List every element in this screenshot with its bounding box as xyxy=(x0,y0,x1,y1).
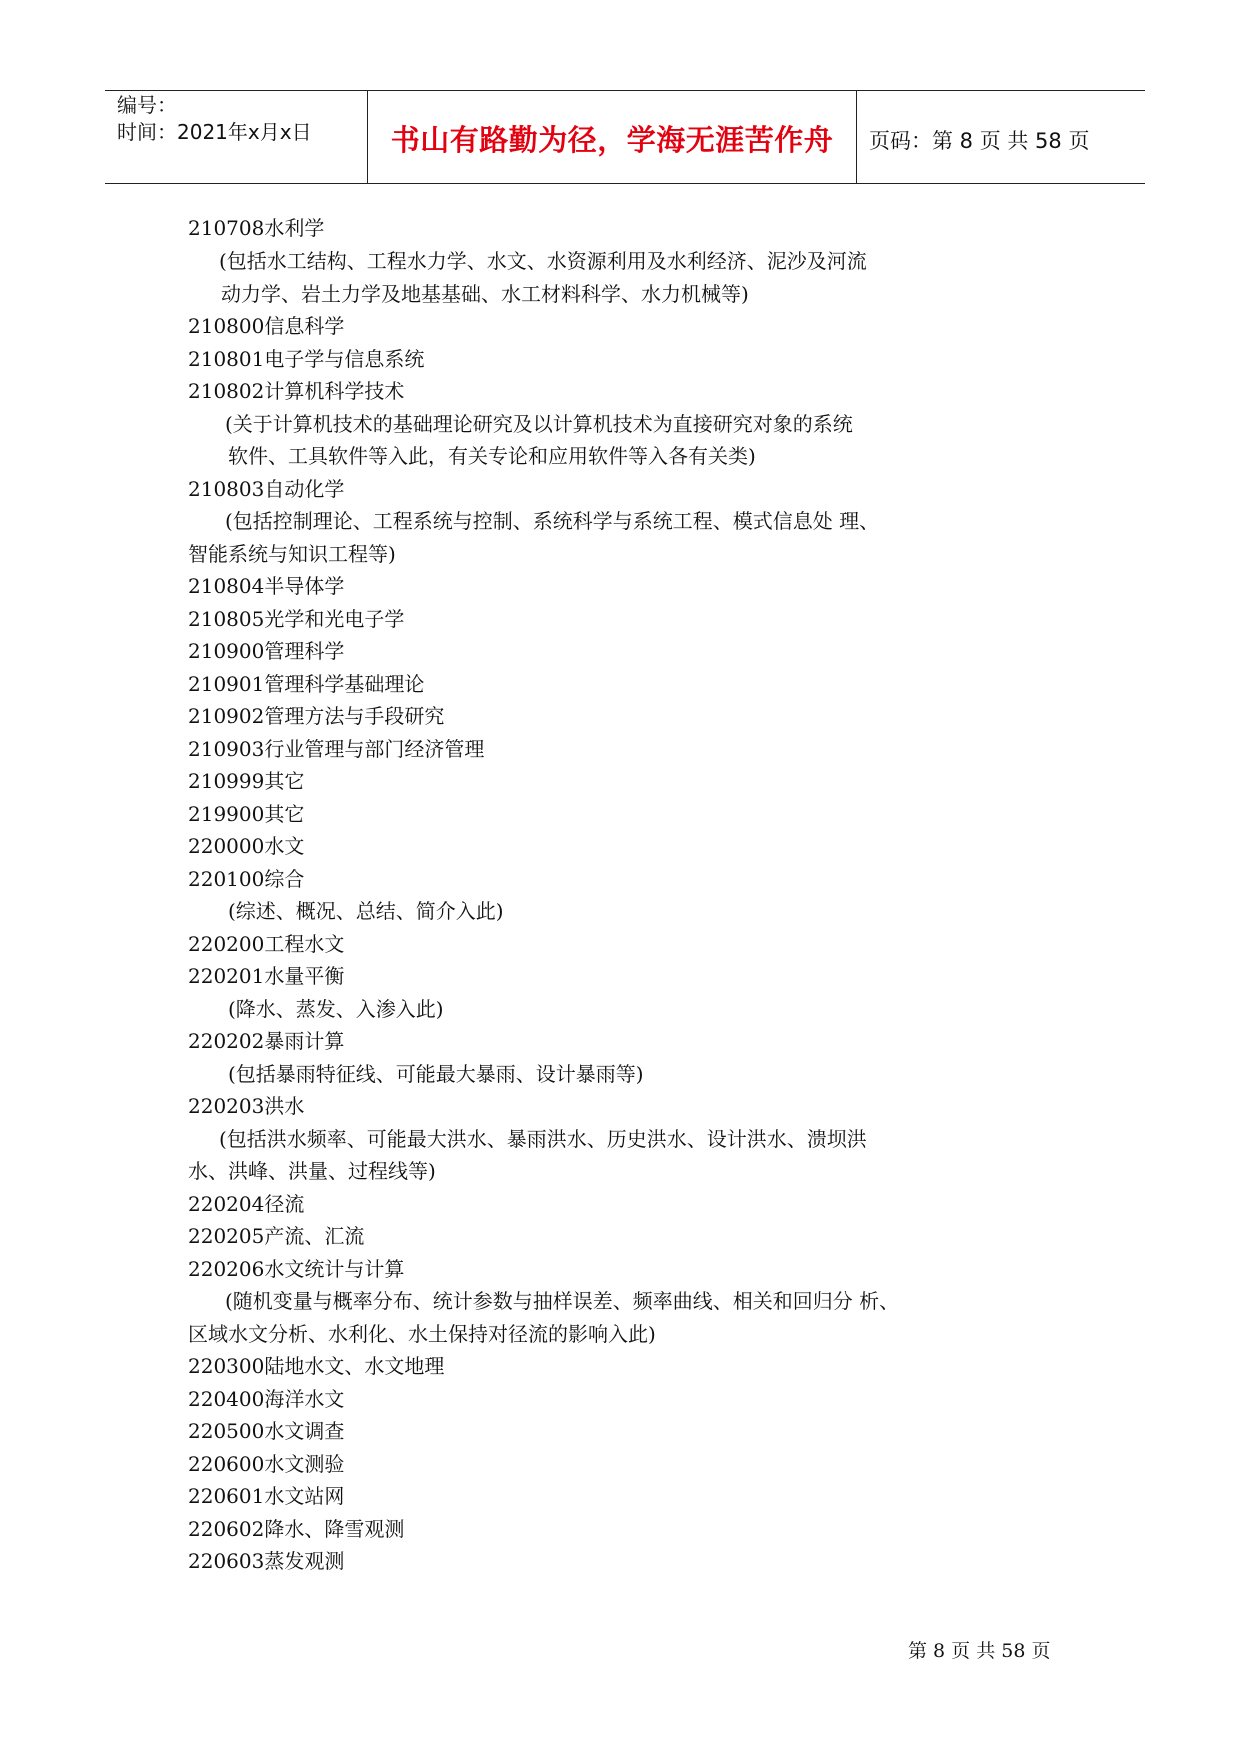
note-line: 水、洪峰、洪量、过程线等) xyxy=(188,1159,436,1183)
entry-line: 210802计算机科学技术 xyxy=(188,379,405,403)
note-line: (综述、概况、总结、简介入此) xyxy=(228,899,504,923)
entry-line: 210900管理科学 xyxy=(188,639,345,663)
entry-line: 210804半导体学 xyxy=(188,574,345,598)
note-line: (降水、蒸发、入渗入此) xyxy=(228,997,444,1021)
note-line: (包括水工结构、工程水力学、水文、水资源利用及水利经济、泥沙及河流 xyxy=(219,249,867,273)
header-info-cell xyxy=(105,91,368,183)
entry-line: 220602降水、降雪观测 xyxy=(188,1517,405,1541)
note-line: (随机变量与概率分布、统计参数与抽样误差、频率曲线、相关和回归分 析、 xyxy=(225,1289,900,1313)
header-motto-cell xyxy=(368,91,857,183)
entry-line: 220603蒸发观测 xyxy=(188,1549,345,1573)
entry-line: 220201水量平衡 xyxy=(188,964,345,988)
motto-text: 书山有路勤为径，学海无涯苦作舟 xyxy=(390,123,834,157)
entry-line: 220601水文站网 xyxy=(188,1484,345,1508)
note-line: 软件、工具软件等入此，有关专论和应用软件等入各有关类) xyxy=(228,444,756,468)
entry-line: 220400海洋水文 xyxy=(188,1387,345,1411)
note-line: (包括控制理论、工程系统与控制、系统科学与系统工程、模式信息处 理、 xyxy=(225,509,880,533)
entry-line: 210803自动化学 xyxy=(188,477,345,501)
entry-line: 220203洪水 xyxy=(188,1094,305,1118)
document-number-label: 编号： xyxy=(117,93,177,117)
note-line: 动力学、岩土力学及地基基础、水工材料科学、水力机械等) xyxy=(221,282,749,306)
entry-line: 219900其它 xyxy=(188,802,305,826)
entry-line: 210805光学和光电子学 xyxy=(188,607,405,631)
entry-line: 220500水文调查 xyxy=(188,1419,345,1443)
note-line: (关于计算机技术的基础理论研究及以计算机技术为直接研究对象的系统 xyxy=(225,412,853,436)
document-time-label: 时间：2021年x月x日 xyxy=(117,120,312,144)
header-page-code: 页码：第 8 页 共 58 页 xyxy=(869,129,1090,153)
header-page-cell xyxy=(857,91,1145,183)
entry-line: 210902管理方法与手段研究 xyxy=(188,704,445,728)
note-line: (包括暴雨特征线、可能最大暴雨、设计暴雨等) xyxy=(228,1062,644,1086)
entry-line: 220200工程水文 xyxy=(188,932,345,956)
entry-line: 220000水文 xyxy=(188,834,305,858)
entry-line: 210901管理科学基础理论 xyxy=(188,672,425,696)
note-line: 区域水文分析、水利化、水土保持对径流的影响入此) xyxy=(188,1322,656,1346)
entry-line: 220600水文测验 xyxy=(188,1452,345,1476)
page-footer-number: 第 8 页 共 58 页 xyxy=(908,1640,1051,1662)
note-line: (包括洪水频率、可能最大洪水、暴雨洪水、历史洪水、设计洪水、溃坝洪 xyxy=(219,1127,867,1151)
entry-line: 210708水利学 xyxy=(188,216,325,240)
entry-line: 210801电子学与信息系统 xyxy=(188,347,425,371)
entry-line: 220202暴雨计算 xyxy=(188,1029,345,1053)
entry-line: 220300陆地水文、水文地理 xyxy=(188,1354,445,1378)
entry-line: 210903行业管理与部门经济管理 xyxy=(188,737,485,761)
entry-line: 210800信息科学 xyxy=(188,314,345,338)
entry-line: 220100综合 xyxy=(188,867,305,891)
entry-line: 220204径流 xyxy=(188,1192,305,1216)
entry-line: 210999其它 xyxy=(188,769,305,793)
page-header xyxy=(105,90,1145,184)
entry-line: 220205产流、汇流 xyxy=(188,1224,365,1248)
note-line: 智能系统与知识工程等) xyxy=(188,542,396,566)
entry-line: 220206水文统计与计算 xyxy=(188,1257,405,1281)
